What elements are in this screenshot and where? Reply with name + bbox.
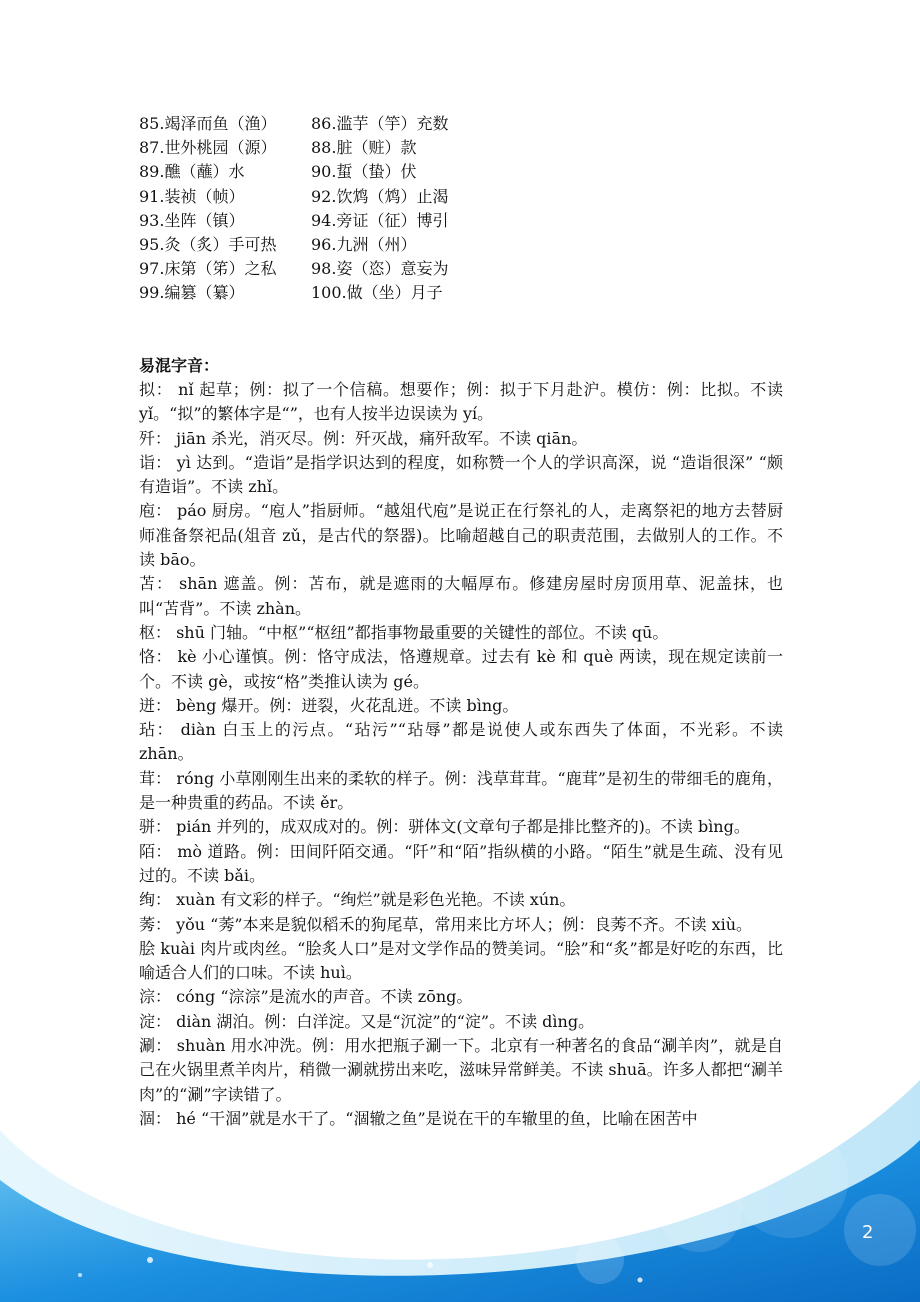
pronunciation-entry: 淀： diàn 湖泊。例：白洋淀。又是“沉淀”的“淀”。不读 dìng。 xyxy=(139,1011,595,1031)
word-pair-row xyxy=(139,233,559,257)
word-pair-row xyxy=(139,136,559,160)
word-pair-right: 90.蜇（蛰）伏 xyxy=(311,162,417,182)
word-pair-right: 92.饮鸩（鸩）止渴 xyxy=(311,186,449,206)
section-title: 易混字音： xyxy=(139,356,220,375)
word-pair-left: 97.床第（笫）之私 xyxy=(139,259,277,279)
pronunciation-entry: 涸： hé “干涸”就是水干了。“涸辙之鱼”是说在干的车辙里的鱼，比喻在困苦中 xyxy=(139,1108,698,1128)
word-pair-left: 95.灸（炙）手可热 xyxy=(139,234,277,254)
pronunciation-entry: 骈： pián 并列的，成双成对的。例：骈体文(文章句子都是排比整齐的)。不读 bìng。 xyxy=(139,817,750,837)
pronunciation-entry: 歼： jiān 杀光，消灭尽。例：歼灭战，痛歼敌军。不读 qiān。 xyxy=(139,428,588,448)
pronunciation-entry: 茸： róng 小草刚刚生出来的柔软的样子。例：浅草茸茸。“鹿茸”是初生的带细毛的鹿角，是一种贵重的药品。不读 ěr。 xyxy=(139,768,783,813)
word-pair-row xyxy=(139,209,559,233)
pronunciation-entry: 拟： nǐ 起草；例：拟了一个信稿。想要作；例：拟于下月赴沪。模仿：例：比拟。不读 yǐ。“拟”的繁体字是“”，也有人按半边误读为 yí。 xyxy=(139,380,783,424)
word-pair-row xyxy=(139,281,559,305)
word-pair-row xyxy=(139,112,559,136)
word-pair-right: 88.脏（赃）款 xyxy=(311,138,417,158)
word-pair-row xyxy=(139,160,559,184)
word-pair-left: 93.坐阵（镇） xyxy=(139,210,245,230)
pronunciation-entry: 莠： yǒu “莠”本来是貌似稻禾的狗尾草，常用来比方坏人；例：良莠不齐。不读 xiù。 xyxy=(139,914,753,934)
word-pair-left: 85.竭泽而鱼（渔） xyxy=(139,114,277,133)
pronunciation-entry: 玷： diàn 白玉上的污点。“玷污”“玷辱”都是说使人或东西失了体面，不光彩。不读 zhān。 xyxy=(139,720,783,764)
word-pair-left: 87.世外桃园（源） xyxy=(139,138,277,158)
word-pair-left: 99.编篡（纂） xyxy=(139,283,245,303)
word-pair-right: 98.姿（恣）意妄为 xyxy=(311,259,449,279)
word-pair-left: 91.装祯（帧） xyxy=(139,186,245,206)
word-pair-left: 89.醮（蘸）水 xyxy=(139,162,245,182)
pronunciation-entry: 诣： yì 达到。“造诣”是指学识达到的程度，如称赞一个人的学识高深，说 “造诣很深” “颇有造诣”。不读 zhǐ。 xyxy=(139,452,783,497)
pronunciation-entry: 恪： kè 小心谨慎。例：恪守成法，恪遵规章。过去有 kè 和 què 两读，现在规定读前一个。不读 gè，或按“格”类推认读为 gé。 xyxy=(139,647,783,691)
pronunciation-entry: 涮： shuàn 用水冲洗。例：用水把瓶子涮一下。北京有一种著名的食品“涮羊肉”，就是自己在火锅里煮羊肉片，稍微一涮就捞出来吃，滋味异常鲜美。不读 shuā。许多人都把“涮羊肉”的“涮”字读错了。 xyxy=(139,1036,783,1104)
pronunciation-entry: 脍 kuài 肉片或肉丝。“脍炙人口”是对文学作品的赞美词。“脍”和“炙”都是好吃的东西，比喻适合人们的口味。不读 huì。 xyxy=(139,938,783,983)
decorative-wave-footer xyxy=(0,1060,920,1302)
page-number: 2 xyxy=(862,1222,874,1243)
word-pair-row xyxy=(139,257,559,281)
pronunciation-entry: 陌： mò 道路。例：田间阡陌交通。“阡”和“陌”指纵横的小路。“陌生”就是生疏、没有见过的。不读 bǎi。 xyxy=(139,841,783,885)
word-pair-row xyxy=(139,185,559,209)
word-pair-list xyxy=(139,112,559,306)
word-pair-right: 100.做（坐）月子 xyxy=(311,283,443,303)
pronunciation-entry: 淙： cóng “淙淙”是流水的声音。不读 zōng。 xyxy=(139,987,473,1007)
pronunciation-entry: 迸： bèng 爆开。例：迸裂，火花乱迸。不读 bìng。 xyxy=(139,695,519,715)
pronunciation-entry: 绚： xuàn 有文彩的样子。“绚烂”就是彩色光艳。不读 xún。 xyxy=(139,890,576,910)
word-pair-right: 86.滥芋（竽）充数 xyxy=(311,114,449,133)
pronunciation-entry: 枢： shū 门轴。“中枢”“枢纽”都指事物最重要的关键性的部位。不读 qū。 xyxy=(139,622,669,642)
word-pair-right: 96.九洲（州） xyxy=(311,234,417,254)
pronunciation-entry: 苫： shān 遮盖。例：苫布，就是遮雨的大幅厚布。修建房屋时房顶用草、泥盖抹，也 叫“苫背”。不读 zhàn。 xyxy=(139,574,783,618)
word-pair-right: 94.旁证（征）博引 xyxy=(311,210,449,230)
pronunciation-entry-list xyxy=(139,378,783,1131)
pronunciation-entry: 庖： páo 厨房。“庖人”指厨师。“越俎代庖”是说正在行祭礼的人，走离祭祀的地方去替厨师准备祭祀品(俎音 zǔ，是古代的祭器)。比喻超越自己的职责范围，去做别人的工作。不读 bāo。 xyxy=(139,501,783,570)
